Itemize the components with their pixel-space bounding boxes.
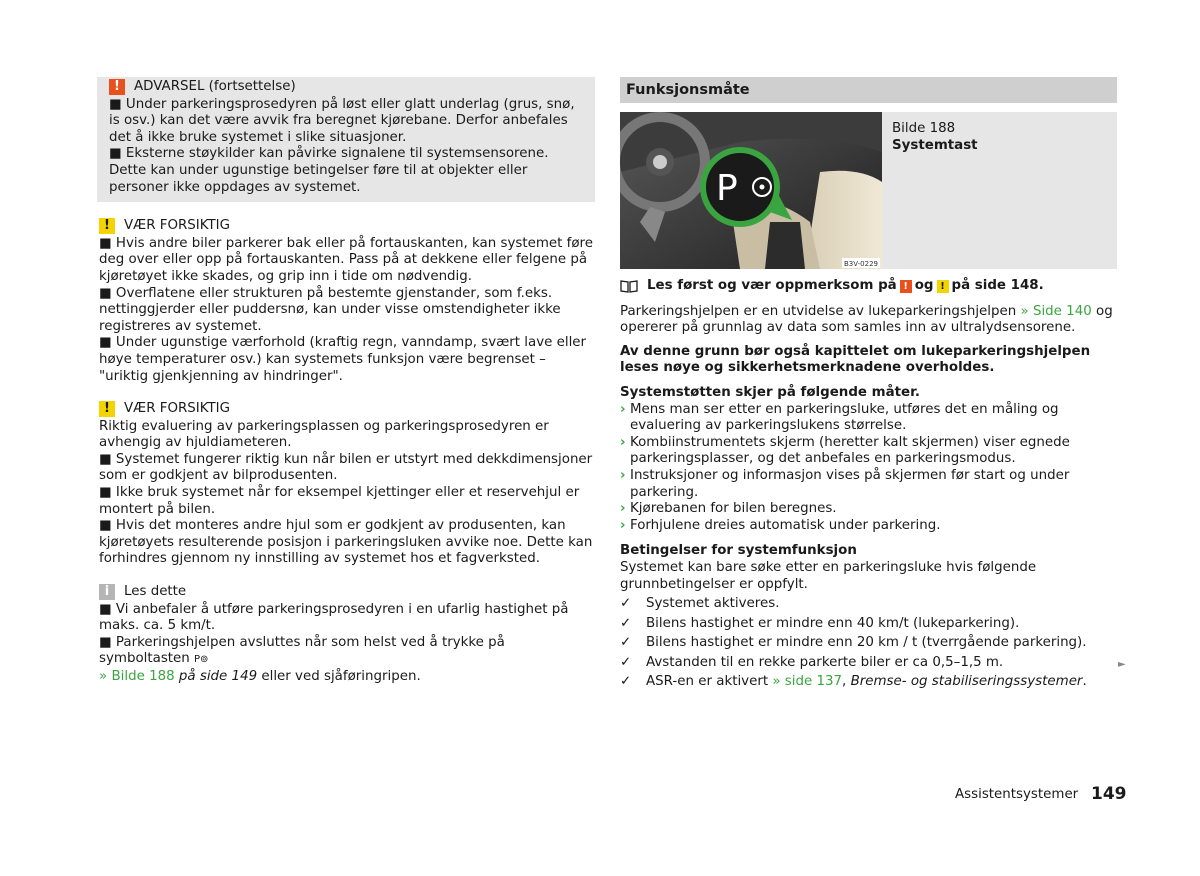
note-title: Les dette bbox=[124, 584, 187, 600]
parking-symbol: P⊚ bbox=[194, 654, 209, 666]
chevron-right-icon: › bbox=[620, 501, 626, 517]
check-text: Systemet aktiveres. bbox=[646, 596, 780, 612]
support-item bbox=[620, 435, 1117, 468]
support-item-text: Mens man ser etter en parkeringsluke, utføres det en måling og evaluering av parkeringslukens størrelse. bbox=[630, 401, 1059, 434]
section-header: Funksjonsmåte bbox=[620, 77, 1117, 103]
support-title: Systemstøtten skjer på følgende måter. bbox=[620, 384, 920, 400]
page-link[interactable]: » side 137 bbox=[772, 674, 843, 690]
page-ref: på side 149 bbox=[174, 669, 258, 684]
check-text-part: ASR-en er aktivert bbox=[646, 674, 773, 690]
intro-paragraph bbox=[620, 304, 1117, 337]
exclamation-icon: ! bbox=[99, 218, 115, 234]
check-icon: ✓ bbox=[620, 615, 632, 631]
exclamation-icon: ! bbox=[937, 280, 949, 293]
figure-label: Bilde 188 bbox=[892, 121, 956, 136]
figure-image bbox=[620, 112, 882, 269]
caution-paragraph: ■ Ikke bruk systemet når for eksempel kjettinger eller et reservehjul er montert på bilen. bbox=[99, 485, 580, 517]
check-text-part: . bbox=[1082, 674, 1087, 690]
caution-title: VÆR FORSIKTIG bbox=[124, 401, 231, 417]
support-item bbox=[620, 518, 1117, 535]
caution-paragraph: ■ Overflatene eller strukturen på bestemte gjenstander, som f.eks. nettinggjerder eller puddersnø, kan under visse omstendigheter ikke registreres av systemet. bbox=[99, 285, 561, 334]
bold-paragraph: Av denne grunn bør også kapittelet om lukeparkeringshjelpen leses nøye og sikkerhetsmerknadene overholdes. bbox=[620, 343, 1091, 376]
info-icon: i bbox=[99, 584, 115, 600]
check-icon: ✓ bbox=[620, 674, 632, 690]
figure-code: B3V-0229 bbox=[844, 260, 878, 268]
check-icon: ✓ bbox=[620, 635, 632, 651]
figure-caption bbox=[882, 112, 978, 269]
check-text: Avstanden til en rekke parkerte biler er ca 0,5–1,5 m. bbox=[646, 654, 1004, 670]
note-paragraph: ■ Vi anbefaler å utføre parkeringsprosedyren i en ufarlig hastighet på maks. ca. 5 km/t. bbox=[99, 601, 569, 634]
caution-box bbox=[97, 218, 595, 385]
check-list bbox=[620, 596, 1117, 671]
chevron-right-icon: › bbox=[620, 517, 626, 533]
support-item-text: Forhjulene dreies automatisk under parkering. bbox=[630, 517, 941, 533]
warning-box bbox=[97, 77, 595, 202]
caution-heading bbox=[99, 401, 595, 418]
read-first-text: på side 148. bbox=[951, 278, 1044, 293]
chevron-right-icon: › bbox=[620, 467, 626, 483]
figure-title: Systemtast bbox=[892, 137, 978, 153]
exclamation-icon: ! bbox=[900, 280, 912, 293]
caution-heading bbox=[99, 218, 595, 235]
chevron-right-icon: › bbox=[620, 434, 626, 450]
note-heading bbox=[99, 584, 595, 601]
caution-paragraph: ■ Hvis andre biler parkerer bak eller på fortauskanten, kan systemet føre deg over eller opp på fortauskanten. Pass på at dekkene eller felgene på kjøretøyet ikke skades, og grip inn i tide om nødvendig. bbox=[99, 235, 594, 284]
caution-title: VÆR FORSIKTIG bbox=[124, 218, 231, 234]
check-text-part: , bbox=[842, 674, 851, 690]
read-first-text: og bbox=[914, 278, 934, 293]
support-item-text: Kjørebanen for bilen beregnes. bbox=[630, 501, 837, 517]
exclamation-icon: ! bbox=[99, 401, 115, 417]
check-icon: ✓ bbox=[620, 654, 632, 670]
exclamation-icon: ! bbox=[109, 79, 125, 95]
caution-paragraph: ■ Under ugunstige værforhold (kraftig regn, vanndamp, svært lave eller høye temperaturer osv.) kan systemets funksjon være begrenset – "uriktig gjenkjenning av hindringer". bbox=[99, 335, 587, 384]
warning-paragraph: ■ Under parkeringsprosedyren på løst eller glatt underlag (grus, snø, is osv.) kan det være avvik fra beregnet kjørebane. Derfor anbefales det å ikke bruke systemet i slike situasjoner. bbox=[109, 96, 575, 145]
check-item bbox=[620, 596, 1117, 613]
caution-box bbox=[97, 401, 595, 568]
check-text: Bilens hastighet er mindre enn 40 km/t (lukeparkering). bbox=[646, 615, 1020, 631]
chapter-ref: Bremse- og stabiliseringssystemer bbox=[850, 674, 1083, 690]
read-first-text: Les først og vær oppmerksom på bbox=[647, 278, 897, 293]
support-item-text: Kombiinstrumentets skjerm (heretter kalt skjermen) viser egnede parkeringsplasser, og det anbefales en parkeringsmodus. bbox=[630, 434, 1070, 467]
caution-paragraph: ■ Systemet fungerer riktig kun når bilen er utstyrt med dekkdimensjoner som er godkjent av bilprodusenten. bbox=[99, 451, 593, 484]
figure bbox=[620, 112, 1117, 269]
warning-heading bbox=[109, 79, 583, 96]
button-letter: P bbox=[716, 168, 738, 209]
note-paragraph bbox=[99, 635, 595, 686]
figure-link[interactable]: » Bilde 188 bbox=[99, 669, 175, 684]
car-interior-illustration bbox=[620, 112, 882, 269]
note-text: eller ved sjåføringripen. bbox=[257, 669, 421, 684]
support-item bbox=[620, 468, 1117, 501]
caution-paragraph: Riktig evaluering av parkeringsplassen og parkeringsprosedyren er avhengig av hjuldiameteren. bbox=[99, 418, 549, 451]
check-item bbox=[620, 674, 1117, 691]
left-column bbox=[97, 77, 595, 686]
page-link[interactable]: » Side 140 bbox=[1020, 303, 1092, 319]
warning-title: ADVARSEL (fortsettelse) bbox=[134, 79, 296, 94]
check-text bbox=[646, 674, 1087, 691]
support-item-text: Instruksjoner og informasjon vises på skjermen før start og under parkering. bbox=[630, 467, 1070, 500]
check-item bbox=[620, 635, 1117, 652]
caution-paragraph: ■ Hvis det monteres andre hjul som er godkjent av produsenten, kan kjøretøyets resulterende posisjon i parkeringsluken avvike noe. Dette kan forhindres gjennom ny innstilling av systemet hos et fagverksted. bbox=[99, 518, 593, 567]
check-text: Bilens hastighet er mindre enn 20 km / t (tverrgående parkering). bbox=[646, 635, 1087, 651]
page-number: 149 bbox=[1091, 784, 1127, 804]
continue-arrow-icon: ► bbox=[1118, 659, 1126, 670]
check-item bbox=[620, 616, 1117, 633]
check-item bbox=[620, 655, 1117, 672]
intro-text: og opererer på grunnlag av data som samles inn av ultralydsensorene. bbox=[620, 303, 1113, 336]
conditions-intro: Systemet kan bare søke etter en parkeringsluke hvis følgende grunnbetingelser er oppfylt. bbox=[620, 559, 1037, 592]
support-item bbox=[620, 402, 1117, 435]
footer-section: Assistentsystemer bbox=[955, 787, 1079, 802]
note-box bbox=[97, 584, 595, 686]
conditions-title: Betingelser for systemfunksjon bbox=[620, 543, 857, 559]
note-text: ■ Parkeringshjelpen avsluttes når som helst ved å trykke på symboltasten bbox=[99, 634, 505, 667]
warning-paragraph: ■ Eksterne støykilder kan påvirke signalene til systemsensorene. Dette kan under ugunstige betingelser føre til at objekter eller personer ikke oppdages av systemet. bbox=[109, 146, 549, 195]
support-list bbox=[620, 402, 1117, 535]
right-column bbox=[620, 77, 1117, 691]
read-first-line bbox=[620, 278, 1117, 295]
intro-text: Parkeringshjelpen er en utvidelse av lukeparkeringshjelpen bbox=[620, 303, 1021, 319]
check-icon: ✓ bbox=[620, 596, 632, 612]
chevron-right-icon: › bbox=[620, 401, 626, 417]
book-icon bbox=[620, 280, 638, 293]
support-item bbox=[620, 501, 1117, 518]
